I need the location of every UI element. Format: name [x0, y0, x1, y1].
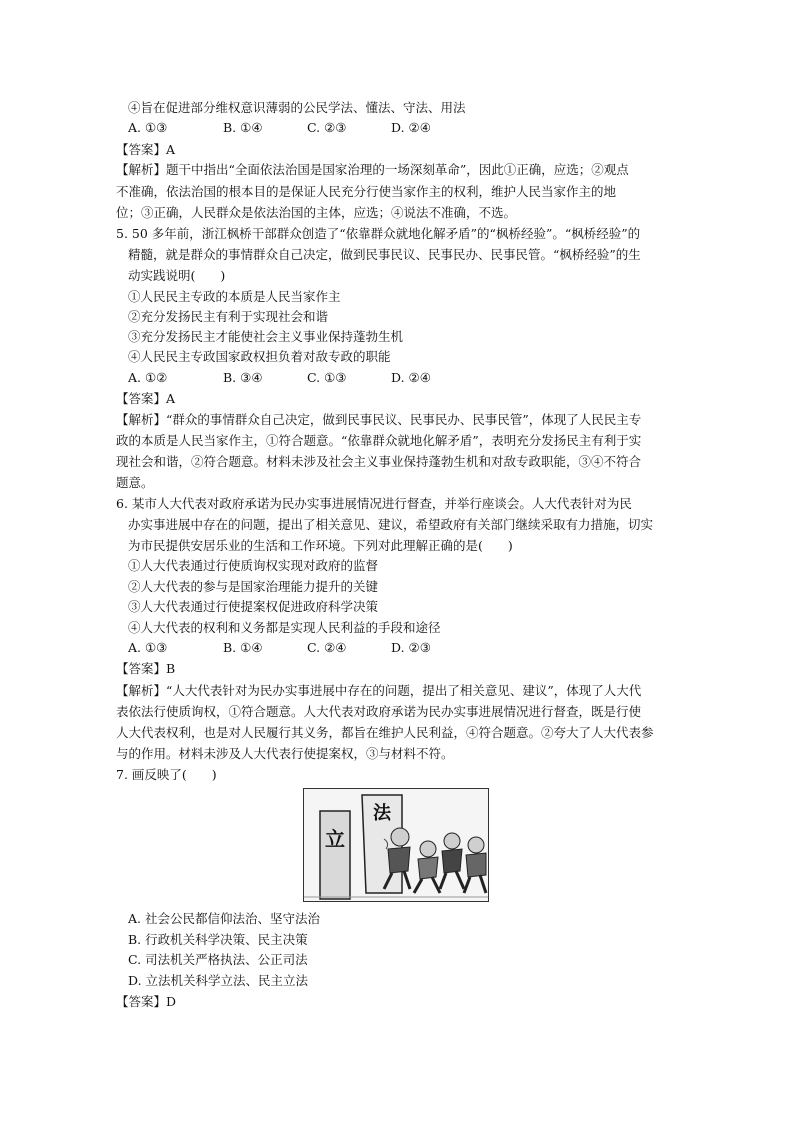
explanation-line: 政的本质是人民当家作主，①符合题意。“依靠群众就地化解矛盾”，表明充分发扬民主有利于实 [116, 433, 642, 448]
explanation-line: 与的作用。材料未涉及人大代表行使提案权，③与材料不符。 [116, 746, 454, 761]
options-row [128, 120, 431, 136]
options-row [128, 370, 431, 386]
option-d: D. ②③ [391, 640, 431, 655]
question-6-stem: 为市民提供安居乐业的生活和工作环境。下列对此理解正确的是( ) [128, 538, 513, 553]
option-c: C. ②④ [307, 640, 347, 655]
statement-line: ②充分发扬民主有利于实现社会和谐 [128, 309, 329, 324]
answer-line: 【答案】B [116, 661, 176, 676]
option-b: B. ①④ [223, 120, 263, 135]
explanation-line: 人大代表权利，也是对人民履行其义务，都旨在维护人民利益，④符合题意。②夸大了人大代表参 [116, 725, 654, 740]
option-4-line: ④旨在促进部分维权意识薄弱的公民学法、懂法、守法、用法 [128, 100, 466, 115]
question-7-stem: 7. 画反映了( ) [116, 767, 217, 782]
statement-line: ④人民民主专政国家政权担负着对敌专政的职能 [128, 349, 391, 364]
explanation-line: 【解析】题干中指出“全面依法治国是国家治理的一场深刻革命”，因此①正确，应选；②观点 [116, 162, 629, 177]
explanation-line: 现社会和谐，②符合题意。材料未涉及社会主义事业保持蓬勃生机和对敌专政职能，③④不符合 [116, 454, 642, 469]
answer-line: 【答案】A [116, 142, 176, 157]
option-b: B. ③④ [223, 370, 263, 385]
explanation-line: 位；③正确，人民群众是依法治国的主体，应选；④说法不准确，不选。 [116, 205, 517, 220]
option-a: A. 社会公民都信仰法治、坚守法治 [128, 911, 320, 926]
option-a: A. ①③ [128, 640, 168, 655]
sign-fa: 法 [373, 803, 391, 824]
option-a: A. ①③ [128, 120, 168, 135]
option-c: C. ①③ [307, 370, 347, 385]
statement-line: ④人大代表的权利和义务都是实现人民利益的手段和途径 [128, 620, 441, 635]
statement-line: ②人大代表的参与是国家治理能力提升的关键 [128, 579, 379, 594]
option-d: D. 立法机关科学立法、民主立法 [128, 973, 309, 988]
statement-line: ①人大代表通过行使质询权实现对政府的监督 [128, 558, 379, 573]
option-b: B. 行政机关科学决策、民主决策 [128, 932, 308, 947]
question-6-stem: 办实事进展中存在的问题，提出了相关意见、建议，希望政府有关部门继续采取有力措施，切实 [128, 517, 654, 532]
option-d: D. ②④ [391, 120, 431, 135]
statement-line: ③人大代表通过行使提案权促进政府科学决策 [128, 599, 379, 614]
answer-line: 【答案】D [116, 994, 177, 1009]
explanation-line: 不准确，依法治国的根本目的是保证人民充分行使当家作主的权利，维护人民当家作主的地 [116, 184, 617, 199]
question-5-stem: 动实践说明( ) [128, 268, 226, 283]
option-c: C. 司法机关严格执法、公正司法 [128, 952, 308, 967]
cartoon-drawing [304, 789, 488, 901]
explanation-line: 题意。 [116, 475, 154, 490]
option-d: D. ②④ [391, 370, 431, 385]
answer-line: 【答案】A [116, 391, 176, 406]
cartoon-image [303, 788, 489, 902]
options-row [128, 640, 431, 656]
explanation-line: 【解析】“人大代表针对为民办实事进展中存在的问题，提出了相关意见、建议”，体现了人大代 [116, 683, 642, 698]
statement-line: ③充分发扬民主才能使社会主义事业保持蓬勃生机 [128, 329, 404, 344]
option-b: B. ①④ [223, 640, 263, 655]
question-5-stem: 精髓，就是群众的事情群众自己决定，做到民事民议、民事民办、民事民管。“枫桥经验”的生 [128, 247, 641, 262]
question-6-stem: 6. 某市人大代表对政府承诺为民办实事进展情况进行督查，并举行座谈会。人大代表针对为民 [116, 496, 632, 511]
option-c: C. ②③ [307, 120, 347, 135]
statement-line: ①人民民主专政的本质是人民当家作主 [128, 289, 341, 304]
explanation-line: 表依法行使质询权，①符合题意。人大代表对政府承诺为民办实事进展情况进行督查，既是行使 [116, 704, 642, 719]
question-5-stem: 5. 50 多年前，浙江枫桥干部群众创造了“依靠群众就地化解矛盾”的“枫桥经验”。“枫桥经验”的 [116, 226, 641, 241]
sign-li: 立 [325, 827, 345, 851]
option-a: A. ①② [128, 370, 168, 385]
explanation-line: 【解析】“群众的事情群众自己决定，做到民事民议、民事民办、民事民管”，体现了人民民主专 [116, 412, 642, 427]
